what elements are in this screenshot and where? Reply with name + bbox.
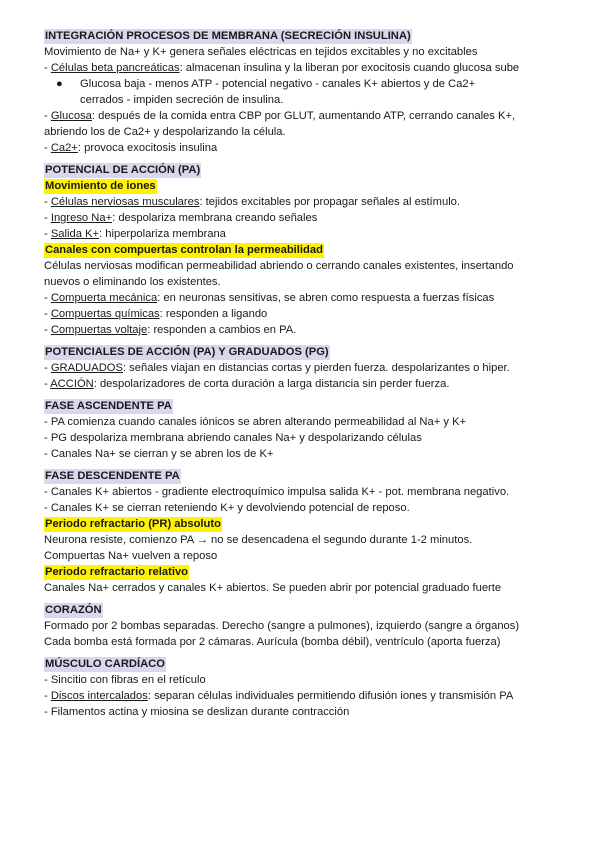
text-line: - ACCIÓN: despolarizadores de corta duración a larga distancia sin perder fuerza. [44,378,450,390]
text-line: abriendo los de Ca2+ y despolarizando la célula. [44,126,286,138]
text-line: Células nerviosas modifican permeabilidad abriendo o cerrando canales existentes, insertando [44,260,514,272]
text-line: Compuertas Na+ vuelven a reposo [44,550,218,562]
underlined-term: Células nerviosas musculares [50,196,200,208]
section-insulina [44,28,564,156]
section-title: MÚSCULO CARDÍACO [45,658,165,670]
text-line: nuevos o eliminando los existentes. [44,276,221,288]
section-musculo-cardiaco [44,656,564,720]
underlined-term: Ca2+ [50,142,78,154]
underlined-term: Compuertas voltaje [50,324,148,336]
text-line: - Compuertas químicas: responden a ligando [44,308,268,320]
text-line: - Compuerta mecánica: en neuronas sensitivas, se abren como respuesta a fuerzas físicas [44,292,495,304]
underlined-term: Ingreso Na+ [50,212,113,224]
section-title: FASE ASCENDENTE PA [45,400,172,412]
underlined-term: GRADUADOS [50,362,123,374]
text-line: Formado por 2 bombas separadas. Derecho (sangre a pulmones), izquierdo (sangre a órganos) [44,620,520,632]
section-title: POTENCIALES DE ACCIÓN (PA) Y GRADUADOS (PG) [45,346,329,358]
text-line: - PA comienza cuando canales iónicos se abren alterando permeabilidad al Na+ y K+ [44,416,467,428]
underlined-term: Glucosa [50,110,92,122]
section-title: INTEGRACIÓN PROCESOS DE MEMBRANA (SECRECIÓN INSULINA) [45,30,411,42]
section-fase-descendente [44,468,564,596]
highlight-heading: Movimiento de iones [45,180,156,192]
text-line: - GRADUADOS: señales viajan en distancias cortas y pierden fuerza. despolarizantes o hiper. [44,362,510,374]
bullet-continuation: cerrados - impiden secreción de insulina. [80,94,284,106]
text-line: Cada bomba está formada por 2 cámaras. Aurícula (bomba débil), ventrículo (aporta fuerza) [44,636,501,648]
text-line: - Discos intercalados: separan células individuales permitiendo difusión iones y transmisión PA [44,690,514,702]
text-line: - Filamentos actina y miosina se deslizan durante contracción [44,706,350,718]
bullet-dot-icon: ● [56,78,63,90]
text-line: - Glucosa: después de la comida entra CBP por GLUT, aumentando ATP, cerrando canales K+, [44,110,516,122]
text-line: Movimiento de Na+ y K+ genera señales eléctricas en tejidos excitables y no excitables [44,46,478,58]
highlight-heading: Canales con compuertas controlan la permeabilidad [45,244,323,256]
highlight-heading: Periodo refractario (PR) absoluto [45,518,221,530]
text-line: - Canales Na+ se cierran y se abren los de K+ [44,448,274,460]
text-line: Neurona resiste, comienzo PA → no se desencadena el segundo durante 1-2 minutos. [44,534,473,546]
section-fase-ascendente [44,398,564,462]
underlined-term: Células beta pancreáticas [50,62,180,74]
text-line: - Compuertas voltaje: responden a cambios en PA. [44,324,297,336]
underlined-term: ACCIÓN [50,378,94,390]
text-line: - Ca2+: provoca exocitosis insulina [44,142,218,154]
underlined-term: Compuerta mecánica [50,292,158,304]
section-potencial-accion [44,162,564,338]
section-title: POTENCIAL DE ACCIÓN (PA) [45,164,201,176]
underlined-term: Salida K+ [50,228,100,240]
text-line: - Células beta pancreáticas: almacenan insulina y la liberan por exocitosis cuando glucosa sube [44,62,520,74]
underlined-term: Compuertas químicas [50,308,160,320]
text-line: - Células nerviosas musculares: tejidos excitables por propagar señales al estímulo. [44,196,461,208]
text-line: Canales Na+ cerrados y canales K+ abiertos. Se pueden abrir por potencial graduado fuerte [44,582,502,594]
section-pa-pg [44,344,564,392]
text-line: - Canales K+ abiertos - gradiente electroquímico impulsa salida K+ - pot. membrana negativo. [44,486,510,498]
bullet-item: ● Glucosa baja - menos ATP - potencial negativo - canales K+ abiertos y de Ca2+ [56,78,476,90]
section-corazon [44,602,564,650]
text-line: - Sincitio con fibras en el retículo [44,674,206,686]
text-line: - Ingreso Na+: despolariza membrana creando señales [44,212,318,224]
text-line: - Salida K+: hiperpolariza membrana [44,228,226,240]
section-title: CORAZÓN [45,604,102,616]
section-title: FASE DESCENDENTE PA [45,470,180,482]
underlined-term: Discos intercalados [50,690,148,702]
highlight-heading: Periodo refractario relativo [45,566,189,578]
text-line: - PG despolariza membrana abriendo canales Na+ y despolarizando células [44,432,422,444]
text-line: - Canales K+ se cierran reteniendo K+ y devolviendo potencial de reposo. [44,502,410,514]
